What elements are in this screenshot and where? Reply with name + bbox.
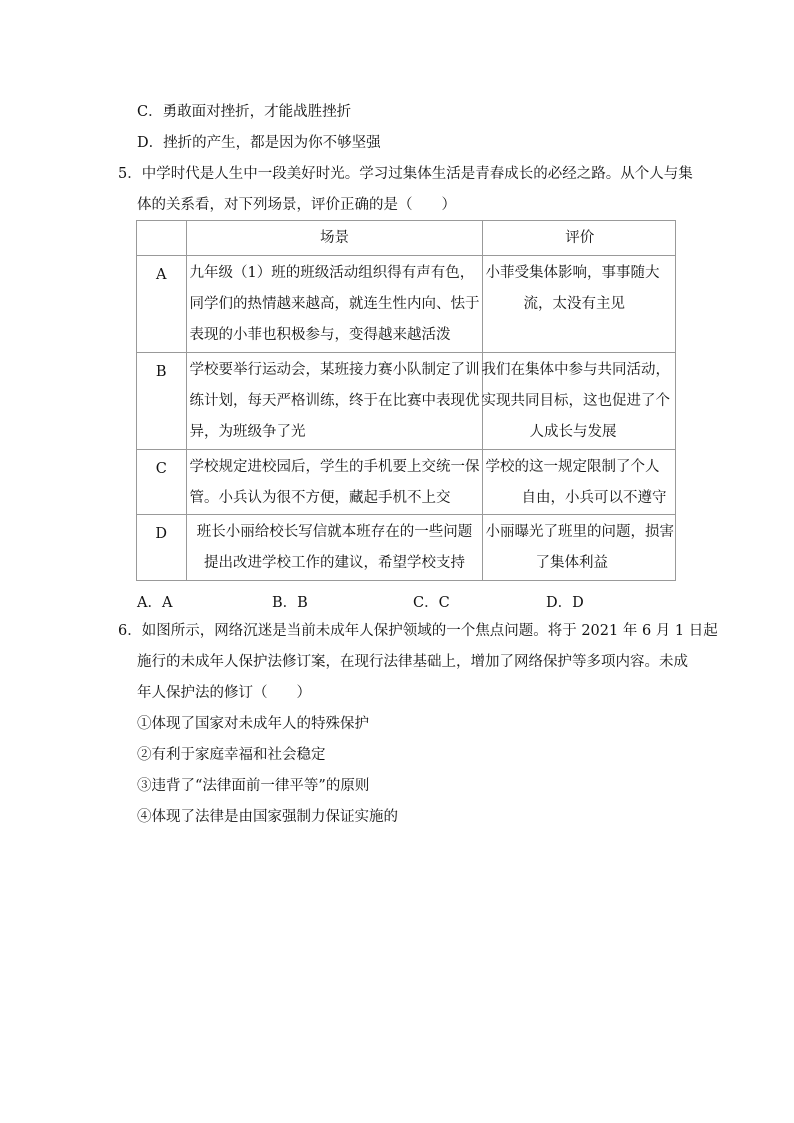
question-6-item-3: ③违背了“法律面前一律平等”的原则	[137, 778, 370, 794]
row-eval	[482, 450, 676, 515]
scene-line: 表现的小菲也积极参与，变得越来越活泼	[189, 327, 451, 343]
eval-line: 自由，小兵可以不遵守	[521, 490, 667, 506]
table-row	[137, 353, 676, 450]
table-row	[137, 450, 676, 515]
row-scene	[186, 450, 482, 515]
row-label: B	[137, 353, 187, 450]
question-6-stem-line-3: 年人保护法的修订（ ）	[137, 685, 311, 701]
question-6-item-1: ①体现了国家对未成年人的特殊保护	[137, 716, 369, 732]
table-header-scene: 场景	[186, 221, 482, 256]
row-scene	[186, 256, 482, 353]
row-eval	[482, 353, 676, 450]
eval-line: 人成长与发展	[529, 424, 617, 440]
eval-line: 学校的这一规定限制了个人	[485, 459, 660, 475]
eval-line: 实现共同目标，这也促进了个	[481, 393, 670, 409]
eval-line: 小丽曝光了班里的问题，损害	[485, 524, 674, 540]
option-d-prev: D．挫折的产生，都是因为你不够坚强	[137, 135, 381, 151]
eval-line: 小菲受集体影响，事事随大	[485, 265, 660, 281]
question-5-stem-line-2: 体的关系看，对下列场景，评价正确的是（ ）	[137, 197, 456, 213]
question-6-item-4: ④体现了法律是由国家强制力保证实施的	[137, 809, 398, 825]
scene-line: 异，为班级争了光	[189, 424, 306, 440]
answer-option-d: D．D	[546, 595, 584, 611]
eval-line: 流，太没有主见	[523, 296, 625, 312]
row-eval	[482, 256, 676, 353]
row-label: A	[137, 256, 187, 353]
scene-line: 班长小丽给校长写信就本班存在的一些问题	[196, 524, 473, 540]
table-row	[137, 515, 676, 581]
question-5-answer-options	[137, 588, 697, 619]
question-6-stem-line-1: 6．如图所示，网络沉迷是当前未成年人保护领域的一个焦点问题。将于 2021 年 6 月 1 日起	[118, 623, 718, 639]
row-scene	[186, 515, 482, 581]
answer-option-c: C．C	[413, 595, 450, 611]
question-6-stem-line-2: 施行的未成年人保护法修订案，在现行法律基础上，增加了网络保护等多项内容。未成	[137, 654, 688, 670]
table-row	[137, 256, 676, 353]
eval-line: 了集体利益	[535, 555, 608, 571]
eval-line: 我们在集体中参与共同活动，	[481, 362, 670, 378]
row-label: C	[137, 450, 187, 515]
answer-option-b: B．B	[272, 595, 308, 611]
table-header-eval: 评价	[482, 221, 676, 256]
scenario-table	[136, 220, 676, 581]
scene-line: 练计划，每天严格训练，终于在比赛中表现优	[189, 393, 480, 409]
question-6-item-2: ②有利于家庭幸福和社会稳定	[137, 747, 326, 763]
row-label: D	[137, 515, 187, 581]
question-5-stem-line-1: 5．中学时代是人生中一段美好时光。学习过集体生活是青春成长的必经之路。从个人与集	[118, 166, 693, 182]
table-header-empty	[137, 221, 187, 256]
row-scene	[186, 353, 482, 450]
scene-line: 九年级（1）班的班级活动组织得有声有色，	[189, 265, 475, 281]
scene-line: 学校要举行运动会，某班接力赛小队制定了训	[189, 362, 480, 378]
scene-line: 学校规定进校园后，学生的手机要上交统一保	[189, 459, 480, 475]
scene-line: 同学们的热情越来越高，就连生性内向、怯于	[189, 296, 480, 312]
option-c-prev: C．勇敢面对挫折，才能战胜挫折	[137, 104, 352, 120]
answer-option-a: A．A	[137, 595, 173, 611]
scene-line: 提出改进学校工作的建议，希望学校支持	[204, 555, 465, 571]
table-header-row	[137, 221, 676, 256]
row-eval	[482, 515, 676, 581]
scene-line: 管。小兵认为很不方便，藏起手机不上交	[189, 490, 451, 506]
